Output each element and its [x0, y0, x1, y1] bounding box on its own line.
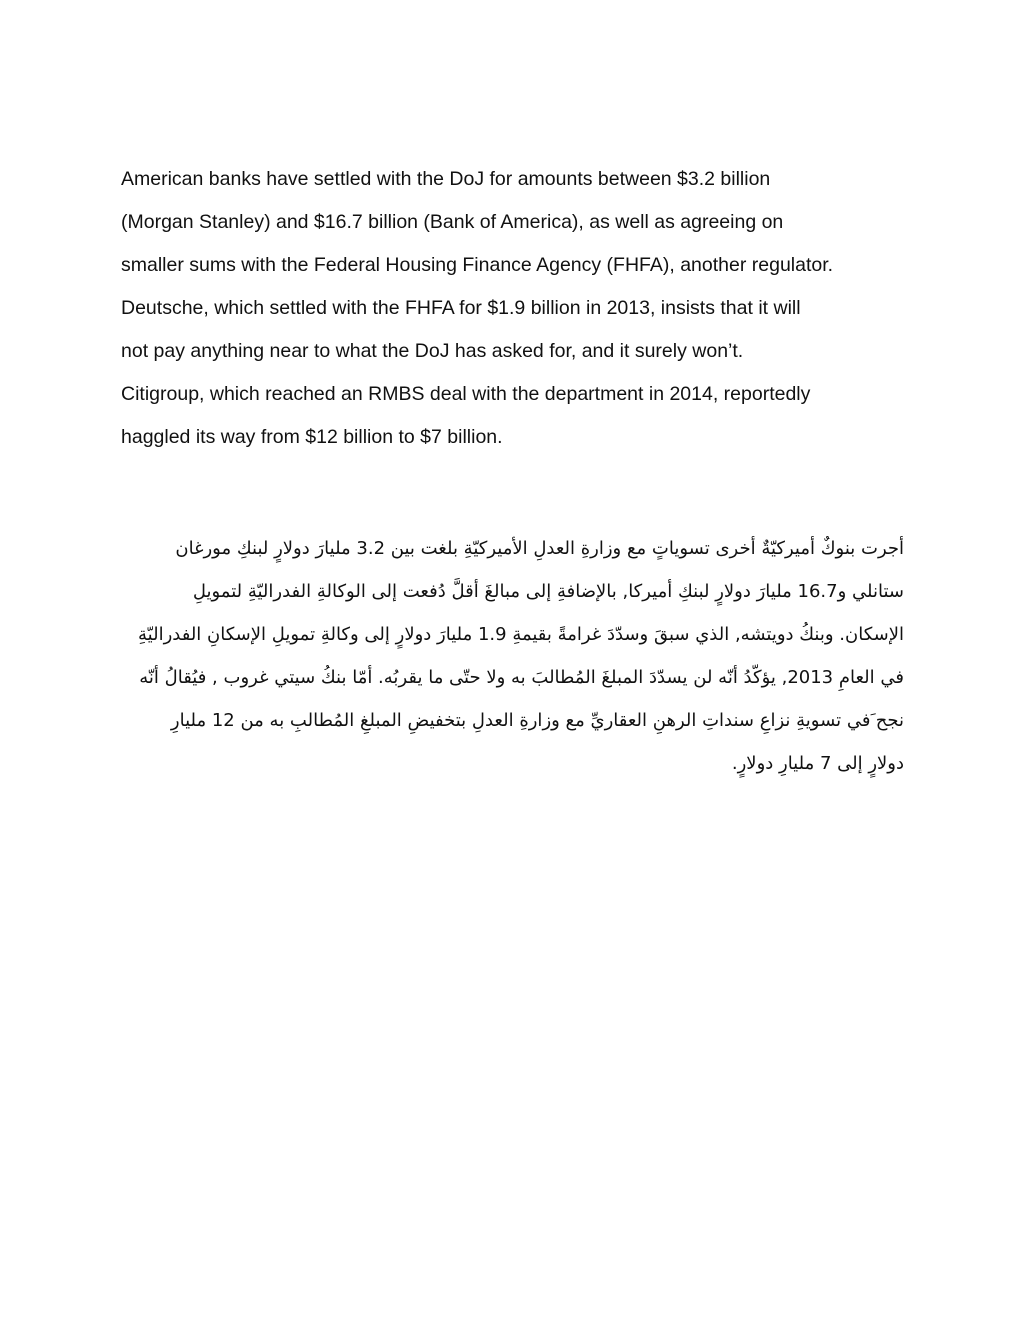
english-line: haggled its way from $12 billion to $7 billion.: [121, 426, 503, 448]
arabic-line: أجرت بنوكٌ أميركيّةٌ أخرى تسوياتٍ مع وزارةِ العدلِ الأميركيّةِ بلغت بين 3.2 مليارَ دولارٍ لبنكِ مورغان: [175, 538, 904, 559]
english-line: (Morgan Stanley) and $16.7 billion (Bank of America), as well as agreeing on: [121, 211, 784, 233]
arabic-line: نجح َفي تسويةِ نزاعِ سنداتِ الرهنِ العقاريِّ مع وزارةِ العدلِ بتخفيضِ المبلغِ المُطالبِ به من 12 مليارِ: [170, 710, 904, 731]
english-line: not pay anything near to what the DoJ has asked for, and it surely won’t.: [121, 340, 744, 362]
arabic-line: الإسكان. وبنكُ دويتشه, الذي سبقَ وسدّدَ غرامةً بقيمةِ 1.9 مليارَ دولارٍ إلى وكالةِ تمويلِ الإسكانِ الفدراليّةِ: [138, 624, 904, 645]
arabic-paragraph: [121, 530, 904, 788]
arabic-line: ستانلي و16.7 مليارَ دولارٍ لبنكِ أميركا, بالإضافةِ إلى مبالغَ أقلَّ دُفعت إلى الوكالةِ الفدراليّةِ لتمويلِ: [192, 581, 904, 602]
english-line: Citigroup, which reached an RMBS deal with the department in 2014, reportedly: [121, 383, 811, 405]
arabic-line: دولارٍ إلى 7 مليارِ دولارٍ.: [731, 753, 904, 774]
english-line: Deutsche, which settled with the FHFA for $1.9 billion in 2013, insists that it will: [121, 297, 801, 319]
english-paragraph: [121, 160, 921, 461]
english-line: American banks have settled with the DoJ for amounts between $3.2 billion: [121, 168, 771, 190]
english-line: smaller sums with the Federal Housing Finance Agency (FHFA), another regulator.: [121, 254, 834, 276]
arabic-line: في العامِ 2013, يؤكّدُ أنّه لن يسدّدَ المبلغَ المُطالبَ به ولا حتّى ما يقربُه. أمّا بنكُ سيتي غروب , فيُقالُ أنّه: [139, 667, 904, 688]
